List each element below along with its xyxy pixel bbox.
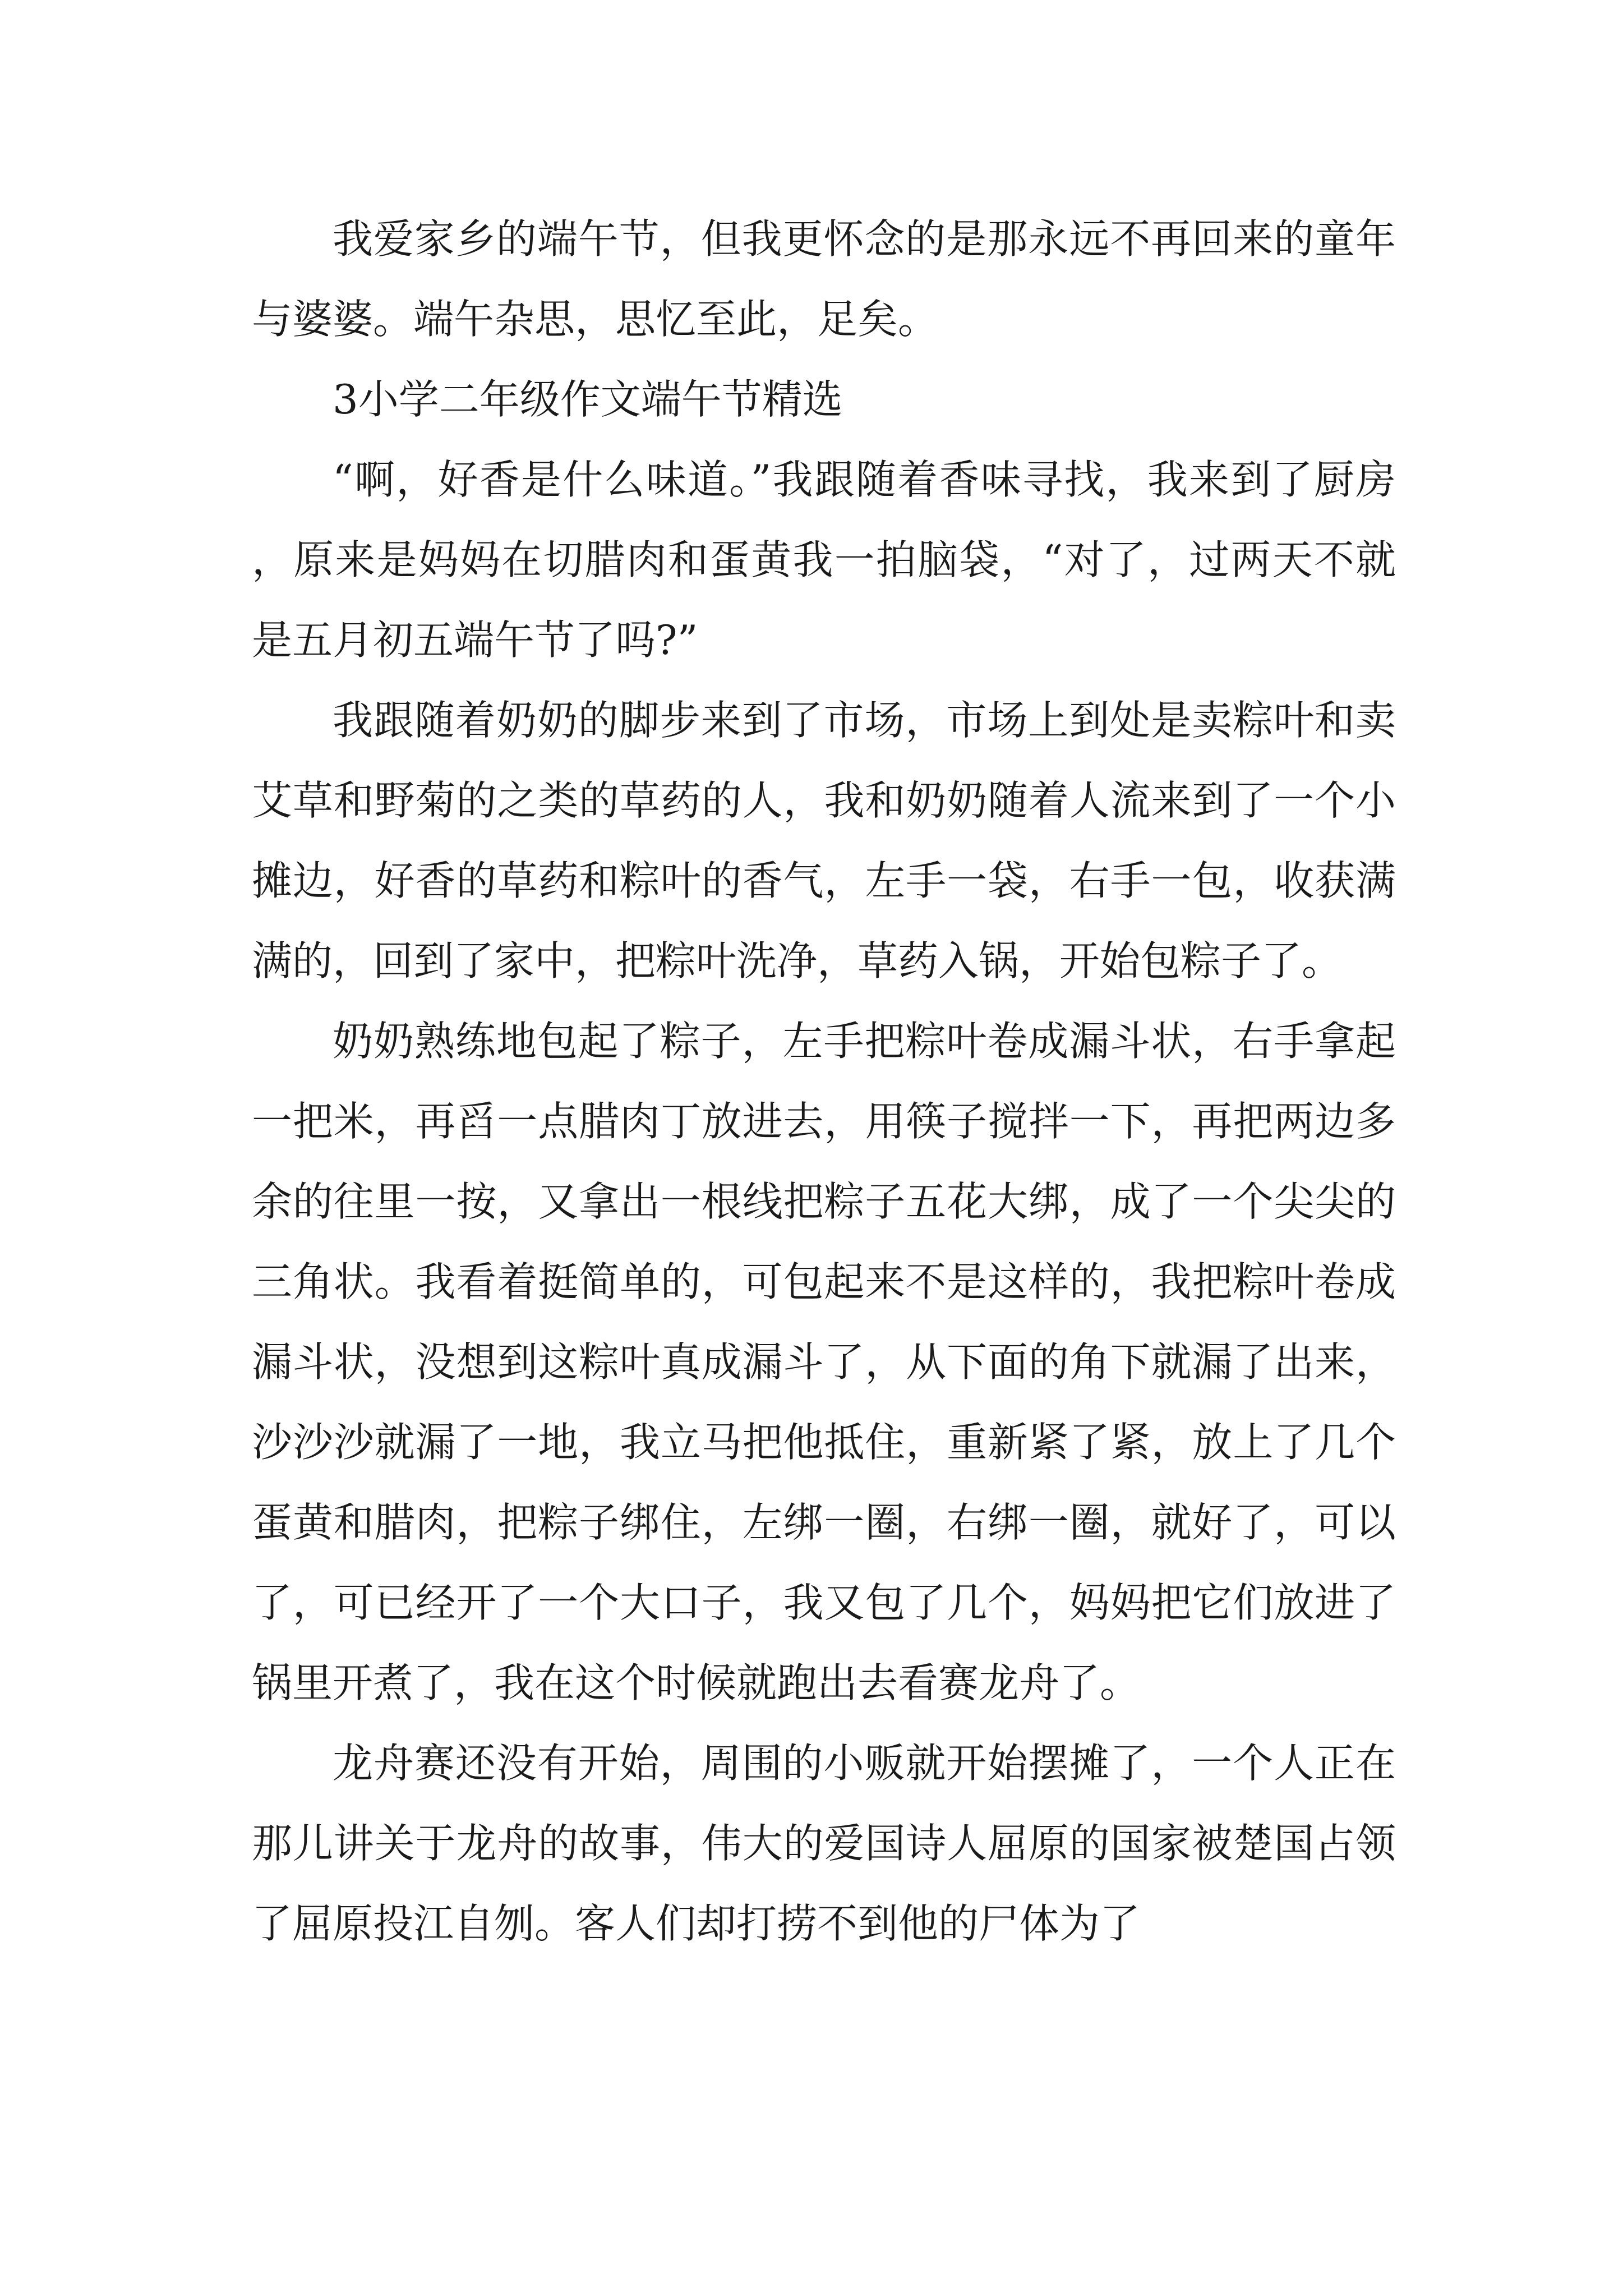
paragraph-4: 奶奶熟练地包起了粽子，左手把粽叶卷成漏斗状，右手拿起一把米，再舀一点腊肉丁放进去，用筷子搅拌一下，再把两边多余的往里一按，又拿出一根线把粽子五花大绑，成了一个尖尖的三角状。我看着挺简单的，可包起来不是这样的，我把粽叶卷成漏斗状，没想到这粽叶真成漏斗了，从下面的角下就漏了出来，沙沙沙就漏了一地，我立马把他抵住，重新紧了紧，放上了几个蛋黄和腊肉，把粽子绑住，左绑一圈，右绑一圈，就好了，可以了，可已经开了一个大口子，我又包了几个，妈妈把它们放进了锅里开煮了，我在这个时候就跑出去看赛龙舟了。: [252, 1018, 1396, 1706]
paragraph-2: “啊，好香是什么味道。”我跟随着香味寻找，我来到了厨房，原来是妈妈在切腊肉和蛋黄我一拍脑袋，“对了，过两天不就是五月初五端午节了吗?”: [252, 456, 1396, 664]
paragraph-3: 我跟随着奶奶的脚步来到了市场，市场上到处是卖粽叶和卖艾草和野菊的之类的草药的人，我和奶奶随着人流来到了一个小摊边，好香的草药和粽叶的香气，左手一袋，右手一包，收获满满的，回到了家中，把粽叶洗净，草药入锅，开始包粽子了。: [252, 697, 1396, 984]
document-body: [252, 199, 1396, 1964]
paragraph-1: 我爱家乡的端午节，但我更怀念的是那永远不再回来的童年与婆婆。端午杂思，思忆至此，足矣。: [252, 215, 1396, 343]
section-heading: 3小学二年级作文端午节精选: [333, 376, 843, 423]
paragraph-5: 龙舟赛还没有开始，周围的小贩就开始摆摊了，一个人正在那儿讲关于龙舟的故事，伟大的爱国诗人屈原的国家被楚国占领了屈原投江自刎。客人们却打捞不到他的尸体为了: [252, 1740, 1396, 1947]
